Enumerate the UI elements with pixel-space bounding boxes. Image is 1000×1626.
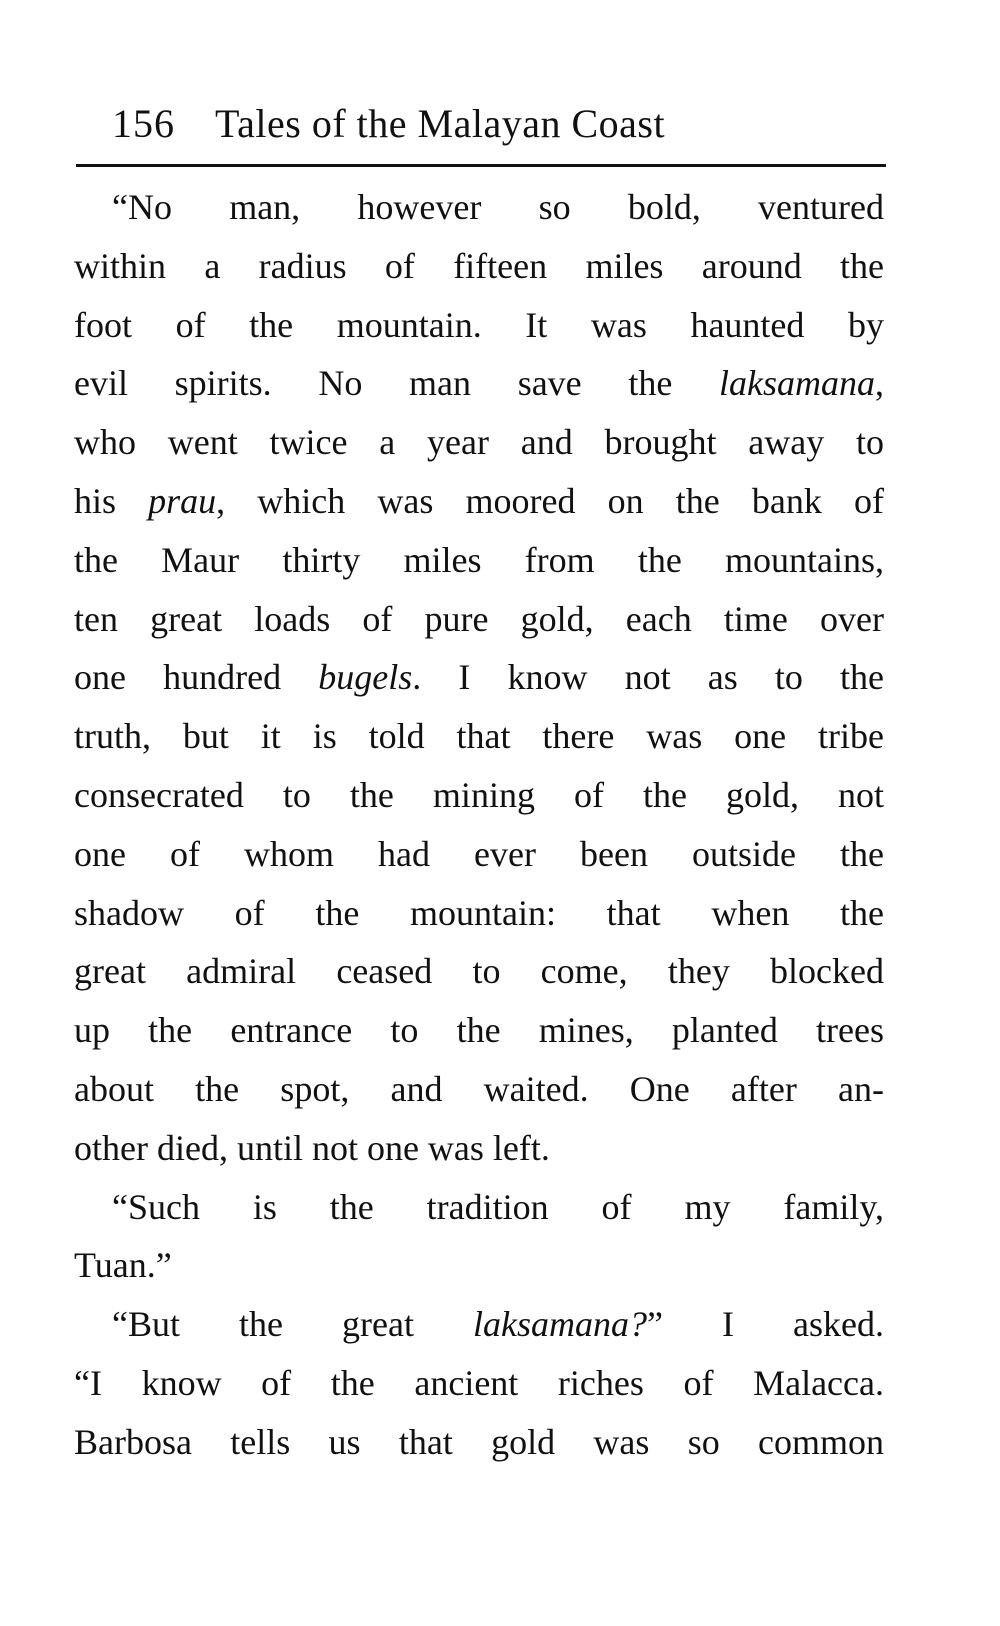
- text-line: Tuan.”: [74, 1245, 172, 1286]
- text-line: foot of the mountain. It was haunted by: [74, 304, 884, 345]
- text-fragment: his: [74, 480, 149, 521]
- text-line: “No man, however so bold, ventured: [112, 187, 884, 227]
- italic-term: prau: [148, 480, 217, 521]
- page-number: 156: [112, 101, 175, 146]
- text-line: ten great loads of pure gold, each time over: [74, 598, 884, 639]
- text-line: one of whom had ever been outside the: [74, 833, 884, 874]
- text-fragment: “But the great: [112, 1304, 474, 1345]
- text-line: Barbosa tells us that gold was so common: [74, 1421, 884, 1462]
- text-line: the Maur thirty miles from the mountains,: [74, 539, 884, 580]
- text-line: consecrated to the mining of the gold, not: [74, 774, 884, 815]
- text-fragment: one hundred: [74, 657, 319, 698]
- page-header: [112, 94, 898, 154]
- text-line: truth, but it is told that there was one tribe: [74, 716, 884, 757]
- text-line: shadow of the mountain: that when the: [74, 892, 884, 933]
- italic-term: laksamana: [719, 363, 875, 404]
- text-line: who went twice a year and brought away to: [74, 422, 884, 463]
- running-title: Tales of the Malayan Coast: [215, 101, 666, 146]
- text-line: great admiral ceased to come, they blocked: [74, 951, 884, 992]
- text-line: [74, 1295, 884, 1354]
- text-line: [74, 354, 884, 413]
- text-fragment: ,: [875, 363, 884, 404]
- text-line: “Such is the tradition of my family,: [112, 1186, 884, 1227]
- text-fragment: ” I asked.: [647, 1304, 884, 1345]
- text-line: within a radius of fifteen miles around the: [74, 245, 884, 286]
- text-line: [74, 472, 884, 531]
- italic-term: laksamana?: [473, 1304, 648, 1345]
- text-line: [74, 648, 884, 707]
- italic-term: bugels: [318, 657, 413, 698]
- text-line: “I know of the ancient riches of Malacca.: [74, 1362, 884, 1403]
- text-fragment: evil spirits. No man save the: [74, 363, 719, 404]
- text-line: about the spot, and waited. One after an-: [74, 1068, 884, 1109]
- body-text: [74, 178, 884, 1472]
- header-rule: [76, 164, 886, 167]
- text-fragment: . I know not as to the: [412, 657, 884, 698]
- text-line: other died, until not one was left.: [74, 1127, 550, 1168]
- text-line: up the entrance to the mines, planted trees: [74, 1010, 884, 1051]
- text-fragment: , which was moored on the bank of: [216, 480, 884, 521]
